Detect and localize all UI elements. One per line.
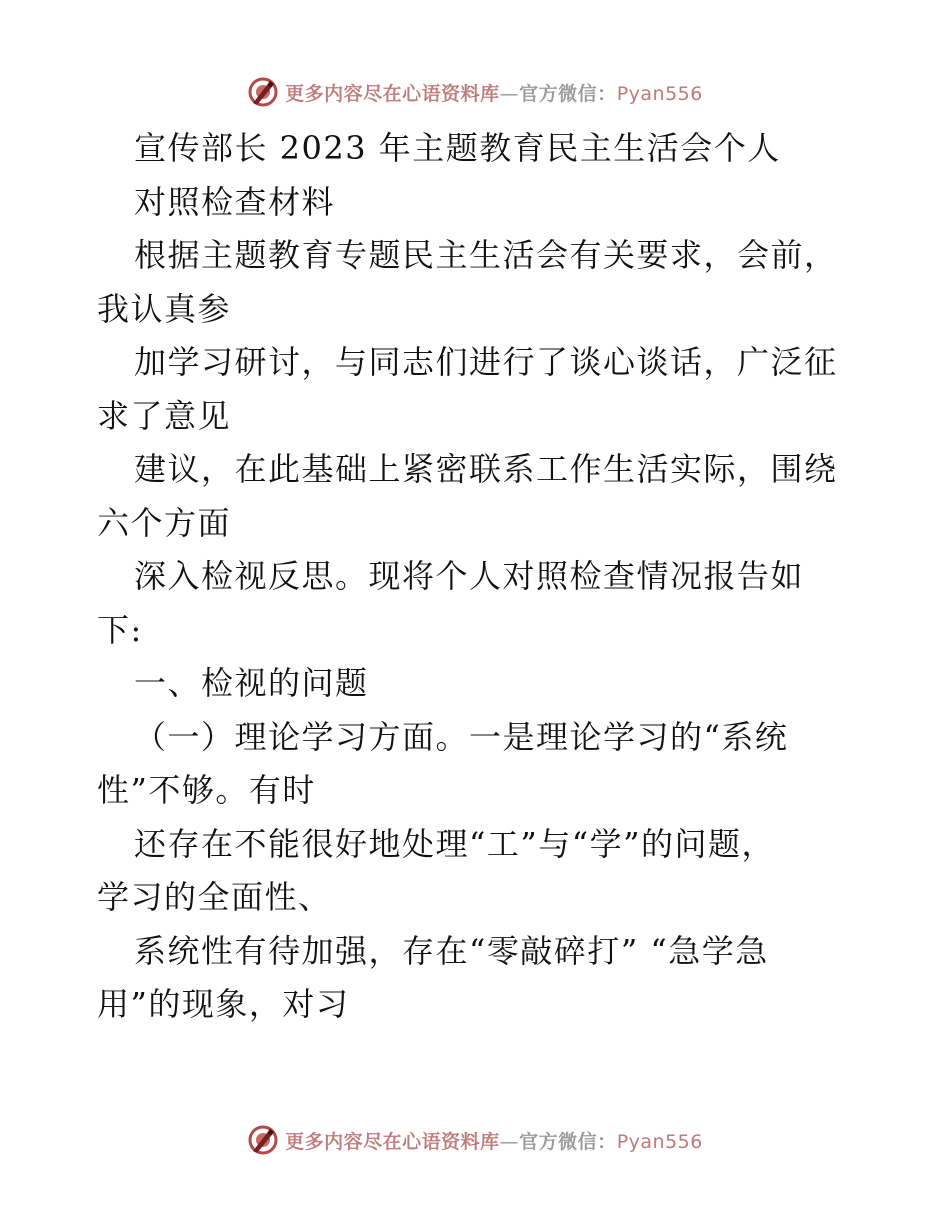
paragraph-line: 用”的现象，对习 [97,985,350,1023]
watermark-dash: — [499,82,520,105]
watermark-title: 更多内容尽在心语资料库 [285,1130,500,1153]
paragraph-line: 学习的全面性、 [97,878,332,916]
paragraph-line: 一、检视的问题 [134,664,369,702]
footer-watermark [0,1120,950,1160]
paragraph-line: 下: [97,610,143,649]
document-title-line: 对照检查材料 [134,182,336,221]
paragraph-line: 建议，在此基础上紧密联系工作生活实际，围绕 [134,450,838,488]
watermark-label: 官方微信： [519,82,617,105]
watermark-title: 更多内容尽在心语资料库 [285,82,500,105]
paragraph-line: 系统性有待加强，存在“零敲碎打” “急学急 [134,931,769,970]
watermark-account: Pyan556 [616,1130,703,1153]
watermark-account: Pyan556 [616,82,703,105]
document-body [97,122,867,1032]
watermark-label: 官方微信： [519,1130,617,1153]
paragraph-line: （一）理论学习方面。一是理论学习的“系统 [134,717,789,756]
paragraph-line: 加学习研讨，与同志们进行了谈心谈话，广泛征 [134,343,838,381]
paragraph-line: 求了意见 [97,396,232,435]
document-title-line: 宣传部长 2023 年主题教育民主生活会个人 [134,129,781,167]
watermark-text [285,1127,703,1154]
paragraph-line: 我认真参 [97,289,232,328]
paragraph-line: 深入检视反思。现将个人对照检查情况报告如 [134,557,805,595]
paragraph-line: 性”不够。有时 [97,771,316,809]
paragraph-line: 六个方面 [97,503,232,542]
red-pen-circle-logo-icon [247,76,279,108]
red-pen-circle-logo-icon [247,1124,279,1156]
watermark-text [285,79,703,106]
watermark-dash: — [499,1130,520,1153]
header-watermark [0,72,950,112]
paragraph-line: 根据主题教育专题民主生活会有关要求，会前， [134,236,838,274]
paragraph-line: 还存在不能很好地处理“工”与“学”的问题， [134,824,775,863]
